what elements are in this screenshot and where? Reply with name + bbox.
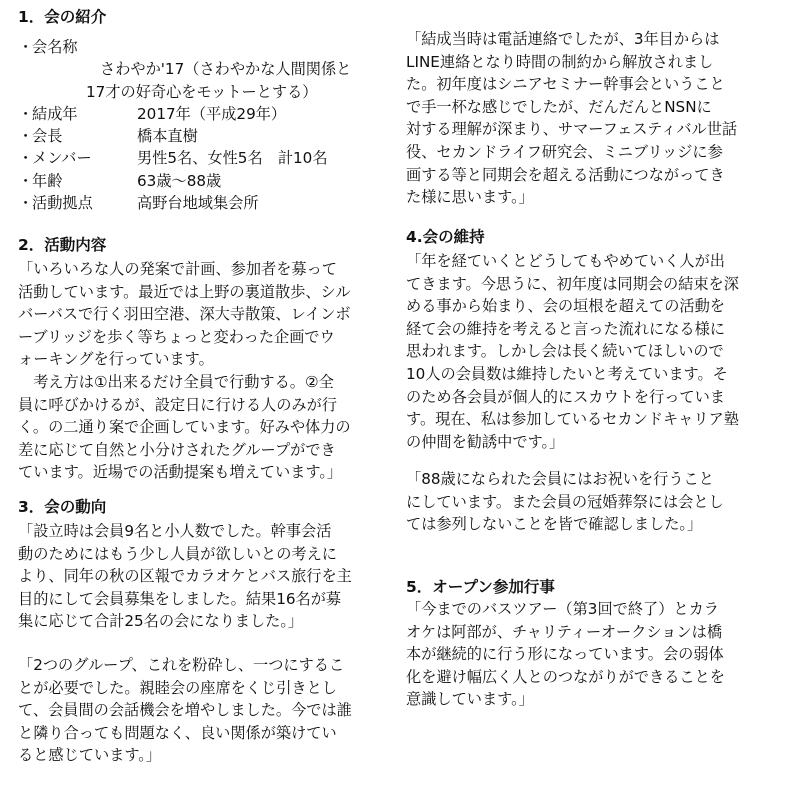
trends-paragraph-3 bbox=[406, 28, 737, 209]
text-line: 活動しています。最近では上野の裏道散歩、シル bbox=[18, 282, 351, 301]
text-line: とが必要でした。親睦会の座席をくじ引きとし bbox=[18, 678, 337, 697]
text-line: 画する等と同期会を超える活動につながってき bbox=[406, 165, 725, 184]
text-line: ては参列しないことを皆で確認しました。」 bbox=[406, 515, 703, 534]
members-value: 男性5名、女性5名 計10名 bbox=[137, 149, 328, 168]
club-name-item bbox=[18, 36, 351, 103]
text-line: める事から始まり、会の垣根を超えての活動を bbox=[406, 297, 725, 316]
text-line: 集に応じて合計25名の会になりました。」 bbox=[18, 612, 304, 631]
text-line: 員に呼びかけるが、設定日に行ける人のみが行 bbox=[18, 395, 337, 414]
text-line: 「今までのバスツアー（第3回で終了）とカラ bbox=[406, 600, 719, 618]
section4-heading: 4.会の維持 bbox=[406, 228, 485, 246]
text-line: 「年を経ていくとどうしてもやめていく人が出 bbox=[406, 252, 725, 270]
bullet-icon: ・ bbox=[18, 38, 34, 56]
text-line: にしています。また会員の冠婚葬祭には会とし bbox=[406, 492, 724, 511]
age-value: 63歳～88歳 bbox=[137, 171, 222, 190]
text-line: 「結成当時は電話連絡でしたが、3年目からは bbox=[406, 30, 720, 48]
text-line: ーブリッジを歩く等ちょっと変わった企画でウ bbox=[18, 327, 335, 346]
text-line: く。の二通り案で企画しています。好みや体力の bbox=[18, 418, 351, 437]
club-name-line-2: 17才の好奇心をモットーとする） bbox=[86, 82, 318, 101]
text-line: より、同年の秋の区報でカラオケとバス旅行を主 bbox=[18, 567, 352, 586]
text-line: のため各会員が個人的にスカウトを行っていま bbox=[406, 387, 725, 406]
bullet-icon: ・ bbox=[18, 104, 34, 123]
section3-heading: 3．会の動向 bbox=[18, 498, 107, 516]
text-line: す。現在、私は参加しているセカンドキャリア塾 bbox=[406, 410, 739, 429]
text-line: LINE連絡となり時間の制約から解放されまし bbox=[406, 52, 714, 71]
text-line: 「2つのグループ、これを粉砕し、一つにするこ bbox=[18, 656, 345, 674]
maintenance-paragraph-2 bbox=[406, 468, 724, 536]
members-label: メンバー bbox=[32, 149, 92, 168]
club-name-line-1: さわやか'17（さわやかな人間関係と bbox=[100, 60, 352, 79]
text-line: た。初年度はシニアセミナー幹事会ということ bbox=[406, 75, 725, 94]
text-line: 対する理解が深まり、サマーフェスティバル世話 bbox=[406, 120, 738, 139]
text-line: 10人の会員数は維持したいと考えています。そ bbox=[406, 364, 728, 383]
section5-heading: 5．オープン参加行事 bbox=[406, 578, 555, 596]
text-line: ォーキングを行っています。 bbox=[18, 350, 214, 369]
text-line: 経て会の維持を考えると言った流れになる様に bbox=[406, 319, 725, 338]
maintenance-paragraph-1 bbox=[406, 250, 739, 453]
section2-heading: 2．活動内容 bbox=[18, 236, 107, 254]
text-line: てきます。今思うに、初年度は同期会の結束を深 bbox=[406, 274, 739, 293]
text-line: 「88歳になられた会員にはお祝いを行うこと bbox=[406, 470, 714, 488]
chairman-label: 会長 bbox=[32, 127, 63, 146]
text-line: と隣り合っても問題なく、良い関係が築けてい bbox=[18, 723, 337, 742]
text-line: 役、セカンドライフ研究会、ミニブリッジに参 bbox=[406, 142, 723, 161]
text-line: ると感じています。」 bbox=[18, 746, 162, 765]
text-line: 動のためにはもう少し人員が欲しいとの考えに bbox=[18, 544, 337, 563]
age-label: 年齢 bbox=[32, 171, 63, 190]
text-line: 考え方は①出来るだけ全員で行動する。②全 bbox=[18, 372, 334, 391]
open-events-paragraph bbox=[406, 598, 725, 711]
text-line: ています。近場での活動提案も増えています。」 bbox=[18, 463, 343, 482]
bullet-icon: ・ bbox=[18, 127, 34, 146]
text-line: の仲間を勧誘中です。」 bbox=[406, 432, 565, 451]
founded-value: 2017年（平成29年） bbox=[137, 104, 287, 123]
text-line: オケは阿部が、チャリティーオークションは橋 bbox=[406, 622, 723, 641]
base-value: 高野台地域集会所 bbox=[137, 194, 259, 213]
base-label: 活動拠点 bbox=[32, 194, 93, 213]
text-line: 本が継続的に行う形になっています。会の弱体 bbox=[406, 645, 724, 664]
bullet-icon: ・ bbox=[18, 194, 34, 213]
founded-item bbox=[18, 103, 351, 125]
text-line: で手一杯な感じでしたが、だんだんとNSNに bbox=[406, 97, 712, 116]
text-line: た様に思います。」 bbox=[406, 188, 534, 207]
section1-heading: 1．会の紹介 bbox=[18, 8, 107, 26]
base-item bbox=[18, 192, 351, 214]
chairman-item bbox=[18, 125, 351, 147]
club-name-label: 会名称 bbox=[32, 38, 78, 56]
trends-paragraph-2 bbox=[18, 654, 352, 767]
bullet-icon: ・ bbox=[18, 171, 34, 190]
club-intro-list bbox=[18, 36, 351, 214]
age-item bbox=[18, 170, 351, 192]
text-line: て、会員間の会話機会を増やしました。今では誰 bbox=[18, 701, 352, 720]
members-item bbox=[18, 147, 351, 169]
text-line: 意識しています。」 bbox=[406, 690, 534, 709]
text-line: 「いろいろな人の発案で計画、参加者を募って bbox=[18, 260, 337, 278]
chairman-value: 橋本直樹 bbox=[137, 127, 198, 146]
text-line: 差に応じて自然と小分けされたグループができ bbox=[18, 440, 336, 459]
bullet-icon: ・ bbox=[18, 149, 34, 168]
text-line: 目的にして会員募集をしました。結果16名が募 bbox=[18, 589, 342, 608]
trends-paragraph-1 bbox=[18, 520, 352, 633]
text-line: 化を避け幅広く人とのつながりができることを bbox=[406, 667, 725, 686]
founded-label: 結成年 bbox=[32, 104, 78, 123]
text-line: 思われます。しかし会は長く続いてほしいので bbox=[406, 342, 724, 361]
text-line: 「設立時は会員9名と小人数でした。幹事会活 bbox=[18, 522, 332, 540]
text-line: バーバスで行く羽田空港、深大寺散策、レインボ bbox=[18, 305, 351, 324]
activities-paragraph bbox=[18, 258, 351, 484]
